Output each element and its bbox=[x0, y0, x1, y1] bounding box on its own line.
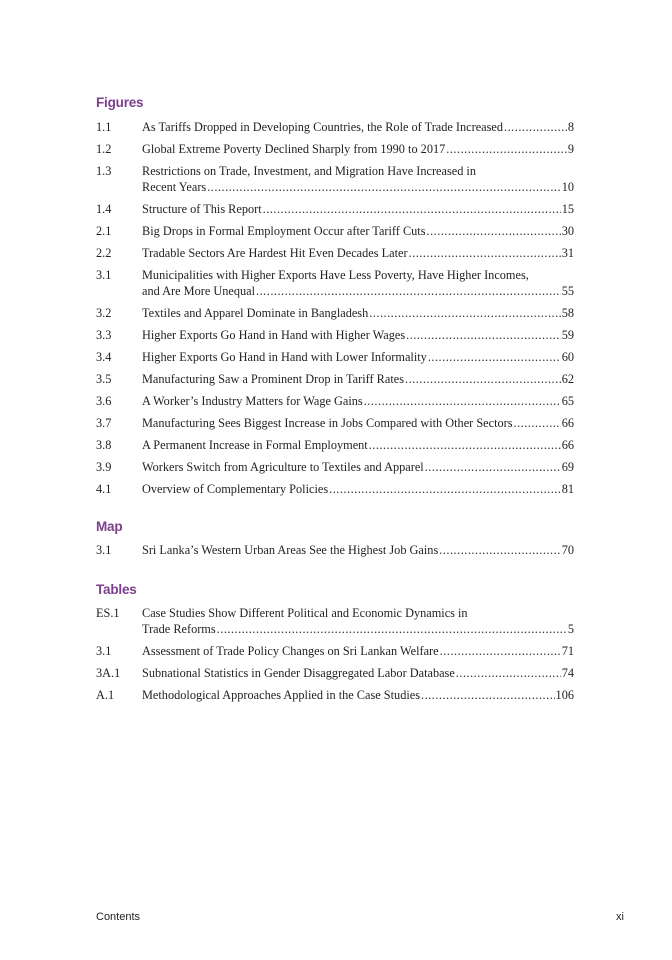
toc-entry-title: Structure of This Report bbox=[142, 202, 262, 216]
toc-entry[interactable] bbox=[96, 605, 574, 637]
toc-entry-page: 58 bbox=[561, 306, 574, 320]
toc-entry[interactable] bbox=[96, 481, 574, 497]
toc-entry[interactable] bbox=[96, 163, 574, 195]
dot-leader bbox=[405, 371, 561, 387]
dot-leader bbox=[329, 481, 561, 497]
toc-entry-page: 5 bbox=[567, 622, 574, 636]
dot-leader bbox=[406, 327, 561, 343]
toc-entry-page: 62 bbox=[561, 372, 574, 386]
map-heading: Map bbox=[96, 519, 123, 534]
toc-entry[interactable] bbox=[96, 643, 574, 659]
toc-entry-page: 30 bbox=[561, 224, 574, 238]
toc-entry-number: 1.1 bbox=[96, 120, 112, 134]
toc-entry-number: 3.5 bbox=[96, 372, 112, 386]
tables-heading: Tables bbox=[96, 582, 137, 597]
toc-entry[interactable] bbox=[96, 349, 574, 365]
toc-entry-title: Global Extreme Poverty Declined Sharply from 1990 to 2017 bbox=[142, 142, 446, 156]
toc-entry-number: 1.3 bbox=[96, 164, 112, 178]
toc-entry-page: 70 bbox=[561, 543, 574, 557]
toc-entry-title: Sri Lanka’s Western Urban Areas See the Highest Job Gains bbox=[142, 543, 439, 557]
toc-entry-number: 3.8 bbox=[96, 438, 112, 452]
toc-entry[interactable] bbox=[96, 141, 574, 157]
toc-entry-title: Trade Reforms bbox=[142, 622, 216, 636]
toc-entry[interactable] bbox=[96, 223, 574, 239]
dot-leader bbox=[425, 459, 561, 475]
figures-heading: Figures bbox=[96, 95, 144, 110]
toc-entry-page: 8 bbox=[567, 120, 574, 134]
toc-entry[interactable] bbox=[96, 459, 574, 475]
toc-entry-page: 106 bbox=[555, 688, 574, 702]
toc-entry-number: 3A.1 bbox=[96, 666, 121, 680]
toc-entry-page: 55 bbox=[561, 284, 574, 298]
toc-entry-title: and Are More Unequal bbox=[142, 284, 256, 298]
toc-entry[interactable] bbox=[96, 542, 574, 558]
toc-entry-number: 3.1 bbox=[96, 644, 112, 658]
toc-entry-page: 71 bbox=[561, 644, 574, 658]
dot-leader bbox=[364, 393, 561, 409]
toc-entry-number: 3.1 bbox=[96, 268, 112, 282]
toc-entry-number: 3.9 bbox=[96, 460, 112, 474]
toc-entry-number: 3.4 bbox=[96, 350, 112, 364]
toc-entry-number: 3.3 bbox=[96, 328, 112, 342]
toc-entry-number: 1.4 bbox=[96, 202, 112, 216]
footer-section-label: Contents bbox=[96, 911, 141, 923]
toc-entry[interactable] bbox=[96, 245, 574, 261]
dot-leader bbox=[440, 643, 561, 659]
dot-leader bbox=[428, 349, 561, 365]
toc-entry[interactable] bbox=[96, 415, 574, 431]
dot-leader bbox=[369, 305, 560, 321]
toc-entry-title: A Worker’s Industry Matters for Wage Gains bbox=[142, 394, 363, 408]
toc-entry-page: 59 bbox=[561, 328, 574, 342]
toc-entry-number: 3.2 bbox=[96, 306, 112, 320]
toc-entry[interactable] bbox=[96, 305, 574, 321]
toc-entry-title: Manufacturing Saw a Prominent Drop in Tariff Rates bbox=[142, 372, 404, 386]
toc-entry-page: 31 bbox=[561, 246, 574, 260]
toc-entry-number: 2.1 bbox=[96, 224, 112, 238]
toc-entry-number: 3.6 bbox=[96, 394, 112, 408]
dot-leader bbox=[217, 621, 567, 637]
toc-entry-number: ES.1 bbox=[96, 606, 120, 620]
toc-entry-title: Higher Exports Go Hand in Hand with Higher Wages bbox=[142, 328, 406, 342]
toc-entry-number: 3.1 bbox=[96, 543, 112, 557]
toc-entry[interactable] bbox=[96, 393, 574, 409]
toc-entry[interactable] bbox=[96, 119, 574, 135]
toc-entry-page: 60 bbox=[561, 350, 574, 364]
toc-entry[interactable] bbox=[96, 201, 574, 217]
dot-leader bbox=[207, 179, 560, 195]
dot-leader bbox=[263, 201, 561, 217]
toc-entry[interactable] bbox=[96, 437, 574, 453]
toc-entry-title: Big Drops in Formal Employment Occur after Tariff Cuts bbox=[142, 224, 426, 238]
toc-entry-title: Recent Years bbox=[142, 180, 207, 194]
toc-entry-number: 1.2 bbox=[96, 142, 112, 156]
toc-entry-title: Assessment of Trade Policy Changes on Sri Lankan Welfare bbox=[142, 644, 439, 658]
toc-entry-title: Case Studies Show Different Political and Economic Dynamics in bbox=[142, 606, 468, 620]
dot-leader bbox=[427, 223, 561, 239]
toc-entry-title: Overview of Complementary Policies bbox=[142, 482, 329, 496]
toc-entry-page: 81 bbox=[561, 482, 574, 496]
toc-entry-page: 74 bbox=[561, 666, 574, 680]
toc-entry-title: Higher Exports Go Hand in Hand with Lower Informality bbox=[142, 350, 427, 364]
toc-entry-page: 65 bbox=[561, 394, 574, 408]
toc-entry-title: Textiles and Apparel Dominate in Bangladesh bbox=[142, 306, 369, 320]
toc-entry-title: Municipalities with Higher Exports Have Less Poverty, Have Higher Incomes, bbox=[142, 268, 529, 282]
toc-entry-number: 4.1 bbox=[96, 482, 112, 496]
dot-leader bbox=[421, 687, 555, 703]
toc-entry-number: A.1 bbox=[96, 688, 115, 702]
dot-leader bbox=[439, 542, 560, 558]
dot-leader bbox=[456, 665, 561, 681]
toc-entry-title: Subnational Statistics in Gender Disaggregated Labor Database bbox=[142, 666, 455, 680]
toc-entry-page: 66 bbox=[561, 416, 574, 430]
toc-entry[interactable] bbox=[96, 267, 574, 299]
toc-entry-title: Manufacturing Sees Biggest Increase in Jobs Compared with Other Sectors bbox=[142, 416, 513, 430]
toc-entry[interactable] bbox=[96, 687, 574, 703]
toc-entry-title: Workers Switch from Agriculture to Textiles and Apparel bbox=[142, 460, 424, 474]
toc-entry-title: Tradable Sectors Are Hardest Hit Even Decades Later bbox=[142, 246, 408, 260]
toc-entry[interactable] bbox=[96, 371, 574, 387]
toc-entry-title: As Tariffs Dropped in Developing Countries, the Role of Trade Increased bbox=[142, 120, 504, 134]
toc-entry-page: 66 bbox=[561, 438, 574, 452]
dot-leader bbox=[369, 437, 561, 453]
dot-leader bbox=[256, 283, 561, 299]
toc-entry-title: A Permanent Increase in Formal Employment bbox=[142, 438, 368, 452]
toc-entry-title: Restrictions on Trade, Investment, and Migration Have Increased in bbox=[142, 164, 476, 178]
toc-entry-title: Methodological Approaches Applied in the Case Studies bbox=[142, 688, 421, 702]
footer-page-number: xi bbox=[616, 911, 624, 923]
dot-leader bbox=[504, 119, 567, 135]
toc-entry-page: 9 bbox=[567, 142, 574, 156]
toc-entry-page: 10 bbox=[561, 180, 574, 194]
dot-leader bbox=[514, 415, 561, 431]
toc-entry-number: 3.7 bbox=[96, 416, 112, 430]
toc-entry-page: 69 bbox=[561, 460, 574, 474]
toc-entry-page: 15 bbox=[561, 202, 574, 216]
toc-entry-number: 2.2 bbox=[96, 246, 112, 260]
dot-leader bbox=[409, 245, 561, 261]
toc-entry[interactable] bbox=[96, 665, 574, 681]
toc-entry[interactable] bbox=[96, 327, 574, 343]
dot-leader bbox=[446, 141, 567, 157]
